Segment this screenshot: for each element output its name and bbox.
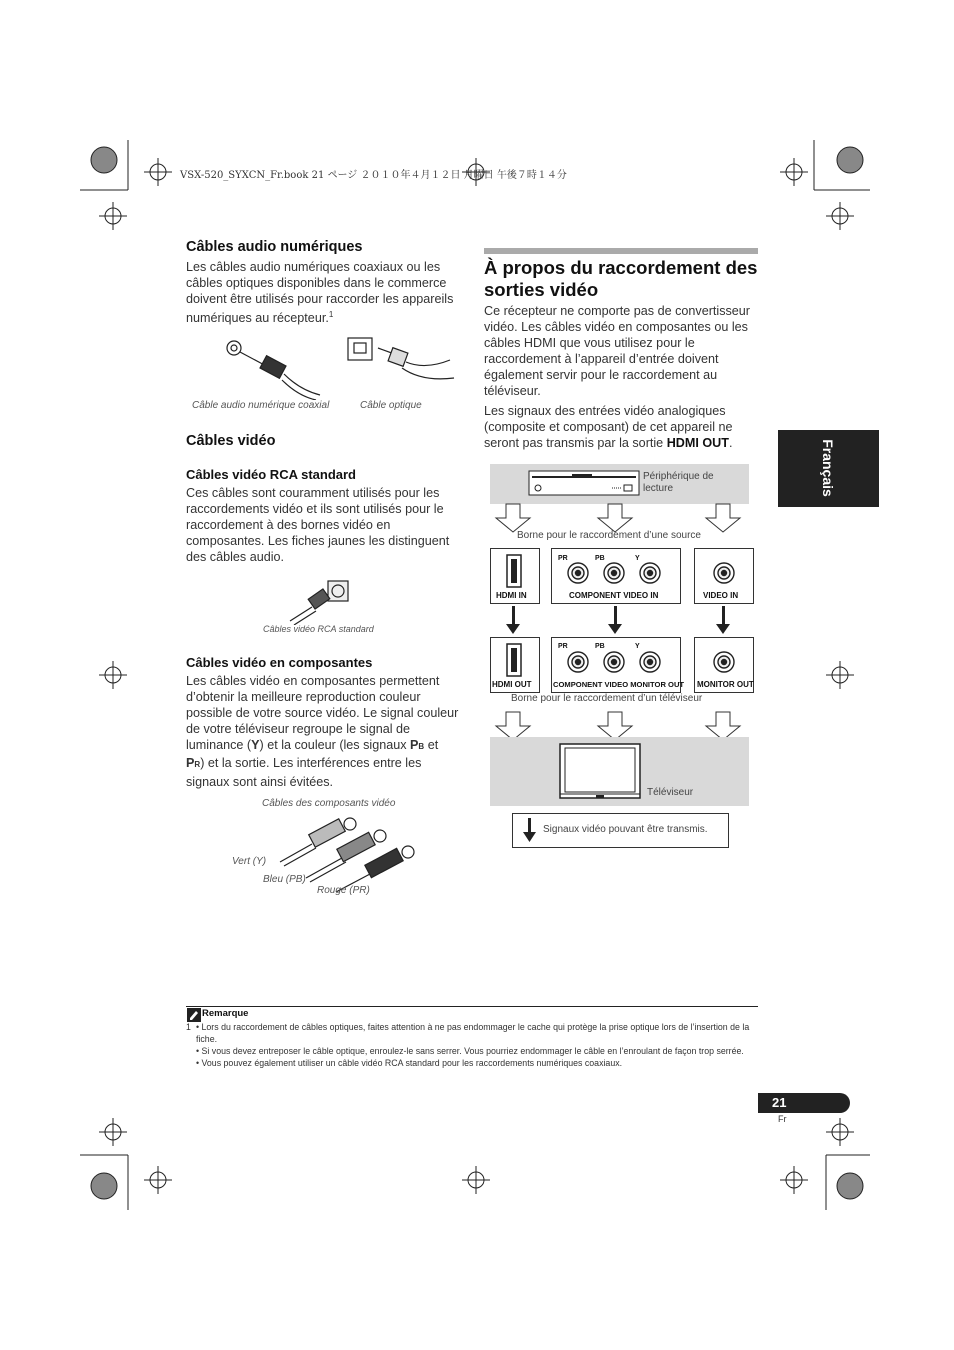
hdmi-port-icon bbox=[491, 638, 539, 678]
video-in-label: VIDEO IN bbox=[703, 591, 739, 600]
digital-audio-title: Câbles audio numériques bbox=[186, 239, 363, 255]
player-label: Périphérique de lecture bbox=[643, 471, 714, 494]
red-caption: Rouge (PR) bbox=[317, 885, 370, 896]
monitor-out-label: MONITOR OUT bbox=[697, 680, 754, 689]
video-output-para1: Ce récepteur ne comporte pas de convertisseur vidéo. Les câbles vidéo en composantes ou les câbles HDMI que vous utilisez pour le raccordement à l’appareil d’entrée doivent également servir pour le raccordement au téléviseur. bbox=[484, 304, 751, 399]
video-cables-title: Câbles vidéo bbox=[186, 433, 276, 449]
tv-label: Téléviseur bbox=[647, 787, 694, 798]
legend-text: Signaux vidéo pouvant être transmis. bbox=[543, 824, 708, 835]
rca-jack-icon bbox=[695, 549, 753, 591]
component-in-label: COMPONENT VIDEO IN bbox=[569, 591, 659, 600]
digital-cables-illustration bbox=[210, 330, 460, 400]
rca-jacks-icon bbox=[552, 638, 680, 680]
player-device-icon bbox=[528, 470, 640, 498]
rca-caption: Câbles vidéo RCA standard bbox=[263, 624, 374, 634]
note-title: Remarque bbox=[202, 1008, 249, 1019]
blue-caption: Bleu (PB) bbox=[263, 874, 306, 885]
source-connection-label: Borne pour le raccordement d’une source bbox=[517, 530, 701, 541]
note-item: • Lors du raccordement de câbles optiques, faites attention à ne pas endommager le cache qui protège la prise optique lors de l’insertion de la fiche. bbox=[196, 1022, 750, 1044]
print-header: VSX-520_SYXCN_Fr.book 21 ページ ２０１０年４月１２日 月曜日 午後７時１４分 bbox=[180, 170, 567, 181]
arrow-down-icon bbox=[523, 818, 537, 844]
video-output-para2: Les signaux des entrées vidéo analogiques (composite et composant) de cet appareil ne seront pas transmis par la sortie HDMI OUT. bbox=[484, 404, 733, 451]
pr-label: PR bbox=[558, 643, 568, 650]
pb-label: PB bbox=[595, 555, 605, 562]
y-label: Y bbox=[635, 643, 640, 650]
rca-title: Câbles vidéo RCA standard bbox=[186, 467, 357, 482]
note-item: • Vous pouvez également utiliser un câble vidéo RCA standard pour les raccordements numériques coaxiaux. bbox=[196, 1058, 623, 1068]
page-number: 21 bbox=[772, 1095, 787, 1110]
video-output-title: À propos du raccordement des sorties vidéo bbox=[484, 257, 758, 300]
component-out-label: COMPONENT VIDEO MONITOR OUT bbox=[553, 680, 685, 689]
hdmi-port-icon bbox=[491, 549, 539, 589]
note-list bbox=[196, 1021, 758, 1069]
components-caption: Câbles des composants vidéo bbox=[262, 798, 396, 809]
language-tab-label: Français bbox=[820, 439, 836, 497]
optical-caption: Câble optique bbox=[360, 400, 422, 411]
hdmi-out-label: HDMI OUT bbox=[492, 680, 532, 689]
note-number: 1 bbox=[186, 1022, 191, 1032]
component-title: Câbles vidéo en composantes bbox=[186, 655, 373, 670]
page-language: Fr bbox=[778, 1114, 787, 1124]
note-item: • Si vous devez entreposer le câble optique, enroulez-le sans serrer. Vous pourriez endommager le câble en l’enroulant de façon trop serrée. bbox=[196, 1046, 744, 1056]
note-icon bbox=[187, 1008, 201, 1022]
tv-connection-label: Borne pour le raccordement d’un téléviseur bbox=[511, 693, 703, 704]
pr-label: PR bbox=[558, 555, 568, 562]
y-label: Y bbox=[635, 555, 640, 562]
note-rule bbox=[186, 1006, 758, 1007]
rca-jacks-icon bbox=[552, 549, 680, 591]
section-rule bbox=[484, 248, 758, 254]
page-number-badge bbox=[758, 1093, 850, 1113]
rca-text: Ces câbles sont couramment utilisés pour les raccordements vidéo et ils sont utilisés pour le raccordement à des bornes vidéo en composantes. Les fiches jaunes les distinguent des câbles audio. bbox=[186, 486, 450, 565]
language-tab bbox=[778, 430, 879, 507]
rca-jack-icon bbox=[695, 638, 753, 680]
coax-caption: Câble audio numérique coaxial bbox=[192, 400, 330, 411]
hdmi-in-label: HDMI IN bbox=[496, 591, 527, 600]
component-text: Les câbles vidéo en composantes permettent d’obtenir la meilleure reproduction couleur possible de votre source vidéo. Le signal couleur de votre téléviseur regroupe le signal de luminance (Y) et la couleur (les signaux PB et PR) et la sortie. Les interférences entre les signaux sont ainsi évitées. bbox=[186, 674, 459, 789]
television-icon bbox=[558, 742, 642, 804]
legend-box bbox=[512, 813, 729, 848]
green-caption: Vert (Y) bbox=[232, 856, 267, 867]
pb-label: PB bbox=[595, 643, 605, 650]
rca-cable-illustration bbox=[280, 575, 360, 625]
digital-audio-text: Les câbles audio numériques coaxiaux ou les câbles optiques disponibles dans le commerce doivent être utilisés pour raccorder les appareils numériques au récepteur.$^1$ bbox=[186, 260, 454, 326]
